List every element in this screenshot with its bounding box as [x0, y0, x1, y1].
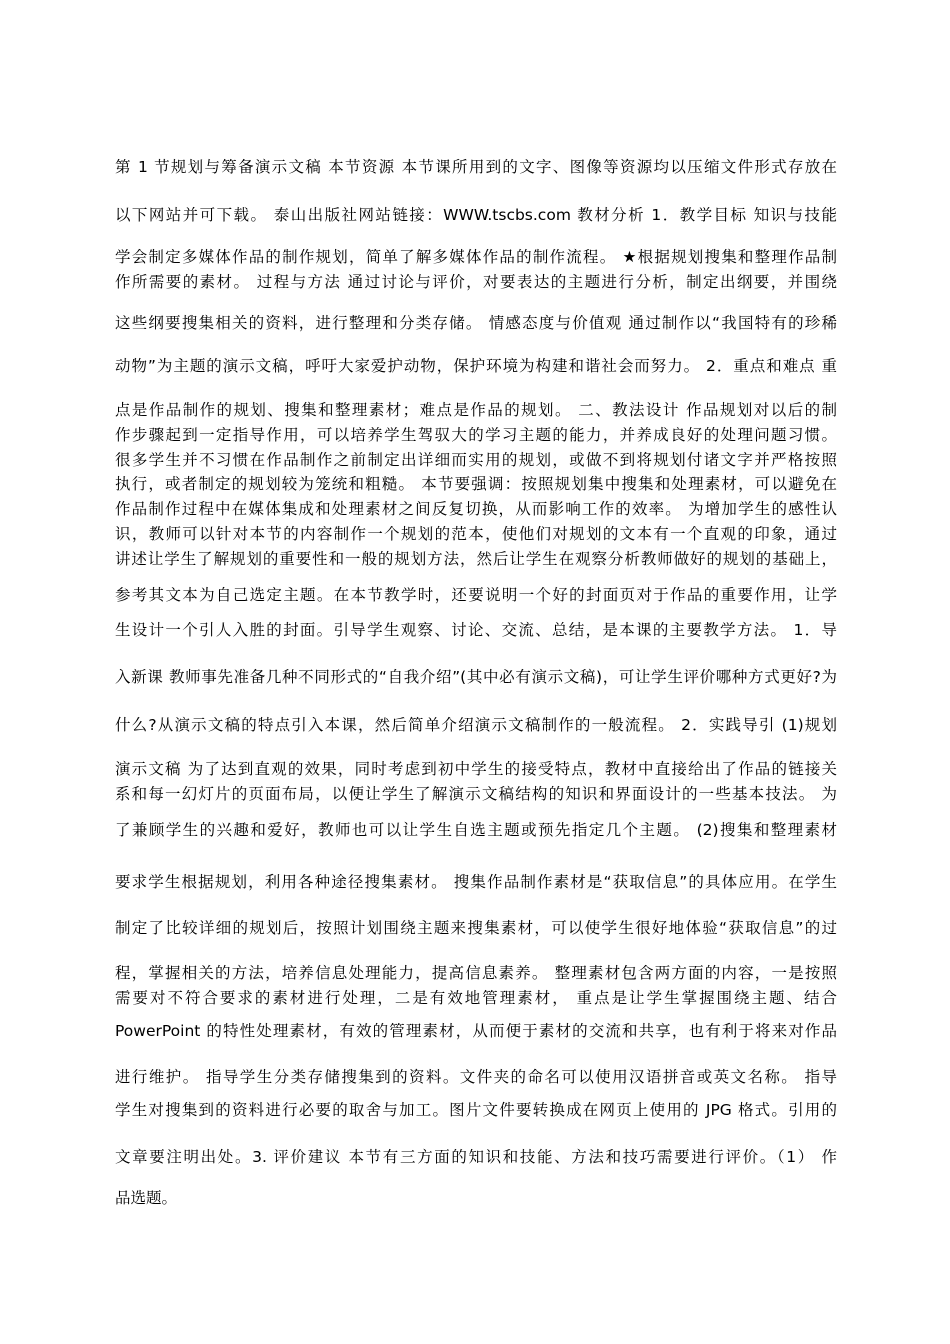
- text-line: 入新课 教师事先准备几种不同形式的“自我介绍”(其中必有演示文稿)，可让学生评价哪种方式更好?为: [115, 668, 837, 686]
- text-line: 很多学生并不习惯在作品制作之前制定出详细而实用的规划，或做不到将规划付诸文字并严格按照: [115, 451, 837, 469]
- text-line: 作品制作过程中在媒体集成和处理素材之间反复切换，从而影响工作的效率。 为增加学生的感性认: [115, 500, 837, 518]
- text-line: 动物”为主题的演示文稿，呼吁大家爱护动物，保护环境为构建和谐社会而努力。 2．重点和难点 重: [115, 357, 837, 375]
- text-line: 制定了比较详细的规划后，按照计划围绕主题来搜集素材，可以使学生很好地体验“获取信息”的过: [115, 919, 837, 937]
- text-line: 生设计一个引人入胜的封面。引导学生观察、讨论、交流、总结，是本课的主要教学方法。 1．导: [115, 621, 837, 639]
- text-line: 学生对搜集到的资料进行必要的取舍与加工。图片文件要转换成在网页上使用的 JPG 格式。引用的: [115, 1101, 837, 1119]
- text-line: 了兼顾学生的兴趣和爱好，教师也可以让学生自选主题或预先指定几个主题。 (2)搜集和整理素材: [115, 821, 837, 839]
- text-line: 文章要注明出处。3. 评价建议 本节有三方面的知识和技能、方法和技巧需要进行评价。（1） 作: [115, 1148, 837, 1166]
- text-line: 作步骤起到一定指导作用，可以培养学生驾驭大的学习主题的能力，并养成良好的处理问题习惯。: [115, 426, 837, 444]
- text-line: 什么?从演示文稿的特点引入本课，然后简单介绍演示文稿制作的一般流程。 2．实践导引 (1)规划: [115, 716, 837, 734]
- text-line: 学会制定多媒体作品的制作规划，简单了解多媒体作品的制作流程。 ★根据规划搜集和整理作品制: [115, 248, 837, 266]
- text-line: 参考其文本为自己选定主题。在本节教学时，还要说明一个好的封面页对于作品的重要作用，让学: [115, 586, 837, 604]
- text-line: 以下网站并可下载。 泰山出版社网站链接：WWW.tscbs.com 教材分析 1．教学目标 知识与技能: [115, 206, 837, 224]
- text-line: 程，掌握相关的方法，培养信息处理能力，提高信息素养。 整理素材包含两方面的内容，一是按照: [115, 964, 837, 982]
- text-line: 演示文稿 为了达到直观的效果，同时考虑到初中学生的接受特点，教材中直接给出了作品的链接关: [115, 760, 837, 778]
- text-line: 进行维护。 指导学生分类存储搜集到的资料。文件夹的命名可以使用汉语拼音或英文名称。 指导: [115, 1068, 837, 1086]
- text-line: 系和每一幻灯片的页面布局，以便让学生了解演示文稿结构的知识和界面设计的一些基本技法。 为: [115, 785, 837, 803]
- text-line: 执行，或者制定的规划较为笼统和粗糙。 本节要强调：按照规划集中搜集和处理素材，可以避免在: [115, 475, 837, 493]
- text-line: PowerPoint 的特性处理素材，有效的管理素材，从而便于素材的交流和共享，也有利于将来对作品: [115, 1022, 837, 1040]
- text-line: 这些纲要搜集相关的资料，进行整理和分类存储。 情感态度与价值观 通过制作以“我国特有的珍稀: [115, 314, 837, 332]
- text-line: 识，教师可以针对本节的内容制作一个规划的范本，使他们对规划的文本有一个直观的印象，通过: [115, 525, 837, 543]
- text-line: 点是作品制作的规划、搜集和整理素材；难点是作品的规划。 二、教法设计 作品规划对以后的制: [115, 401, 837, 419]
- text-line: 第 1 节规划与筹备演示文稿 本节资源 本节课所用到的文字、图像等资源均以压缩文件形式存放在: [115, 158, 837, 176]
- text-line: 需要对不符合要求的素材进行处理，二是有效地管理素材， 重点是让学生掌握围绕主题、结合: [115, 989, 837, 1007]
- text-line: 讲述让学生了解规划的重要性和一般的规划方法，然后让学生在观察分析教师做好的规划的基础上，: [115, 550, 837, 568]
- text-line: 作所需要的素材。 过程与方法 通过讨论与评价，对要表达的主题进行分析，制定出纲要，并围绕: [115, 273, 837, 291]
- text-line: 要求学生根据规划，利用各种途径搜集素材。 搜集作品制作素材是“获取信息”的具体应用。在学生: [115, 873, 837, 891]
- text-line: 品选题。: [115, 1189, 178, 1207]
